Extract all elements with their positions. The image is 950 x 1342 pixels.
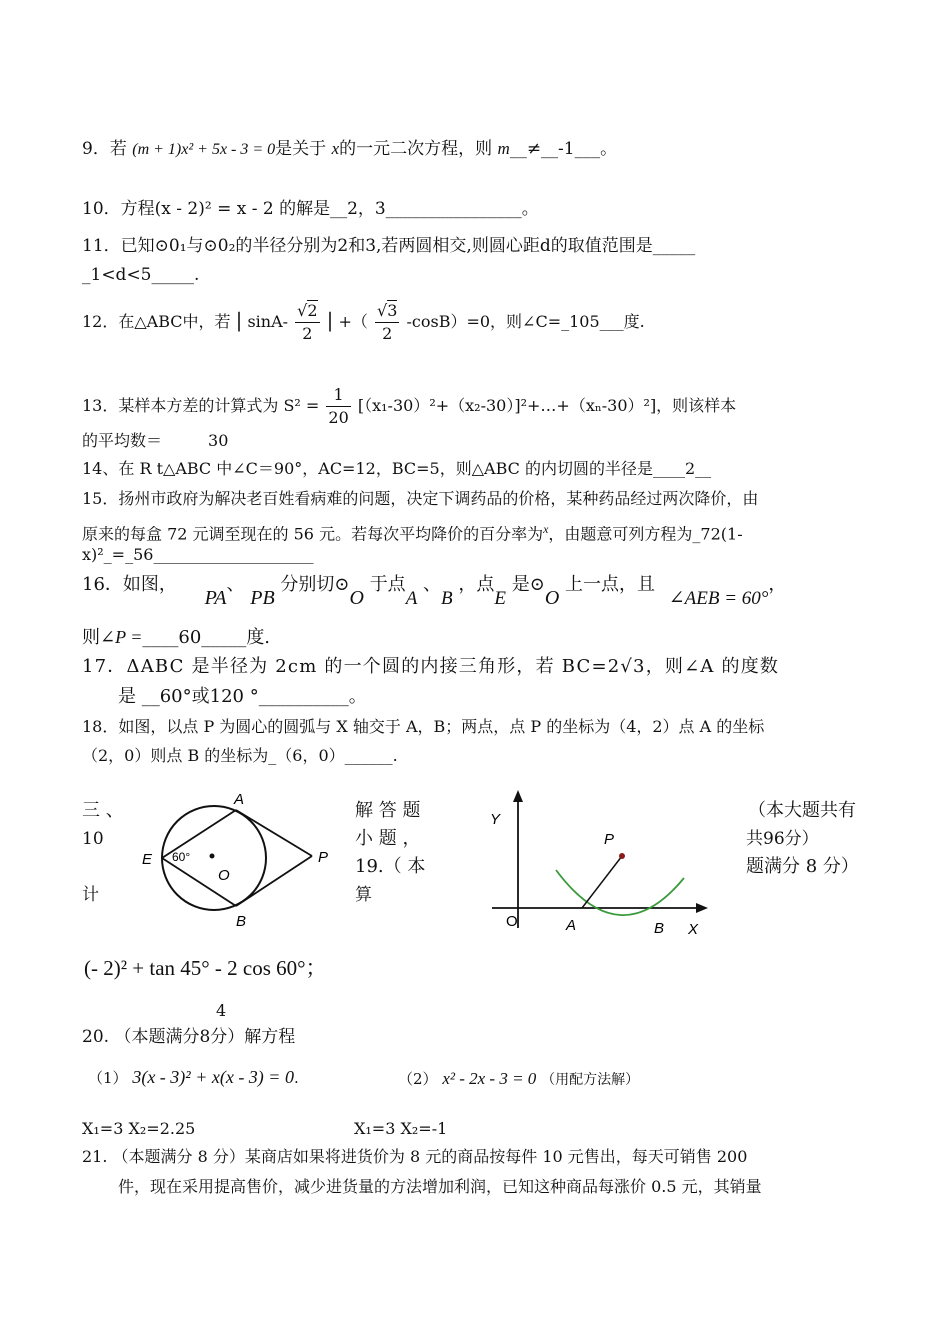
question-18-line2: （2，0）则点 B 的坐标为_（6，0）______. <box>82 746 398 765</box>
question-9: 9．若 (m + 1)x² + 5x - 3 = 0是关于 x的一元二次方程，则 m__≠__-1___。 <box>82 139 618 159</box>
section3-e: 小 题 ， <box>355 828 421 849</box>
point-p <box>619 853 625 859</box>
fraction-root3-over-2: $\frac{√3}{2}$ <box>377 301 398 343</box>
question-12: 12．在△ABC中，若 | sinA- $\frac{√2}{2}$ | +（ $\frac{√3}{2}$ -cosB）=0，则∠C=_105___度. <box>82 301 645 343</box>
question-21-line1: 21. （本题满分 8 分）某商店如果将进货价为 8 元的商品按每件 10 元售出，每天可销售 200 <box>82 1147 748 1166</box>
fraction-1-over-20: $\frac{1}{20}$ <box>328 385 349 427</box>
label-a: A <box>234 791 245 808</box>
question-17-line1: 17．ΔABC 是半径为 2cm 的一个圆的内接三角形，若 BC=2√3，则∠A 的度数 <box>82 656 780 677</box>
question-20-part1: （1） 3(x - 3)² + x(x - 3) = 0. <box>88 1067 299 1087</box>
label-angle: 60° <box>172 850 191 864</box>
section3-d: 解 答 题 <box>355 800 421 821</box>
question-20-answer2: X₁=3 X₂=-1 <box>354 1119 448 1138</box>
label-b2: B <box>654 920 665 937</box>
question-16-line2: 则∠P =____60_____度. <box>82 627 271 648</box>
question-16: 16．如图， PA、 PB 分别切⊙O 于点A 、B ，点E 是⊙O 上一点，且 ∠AEB = 60°， <box>82 574 787 609</box>
question-13: 13．某样本方差的计算式为 S² = $\frac{1}{20}$ [（x₁-30）²+（x₂-30）]²+…+（xₙ-30）²]，则该样本 <box>82 385 737 427</box>
question-15-line3: x)²_=_56____________________ <box>82 545 314 564</box>
question-19-expression: (- 2)² + tan 45° - 2 cos 60°； <box>84 956 327 980</box>
section3-f: 19.（ 本 <box>355 856 426 877</box>
section3-a: 三 、 <box>82 800 124 821</box>
question-20-answer1: X₁=3 X₂=2.25 <box>82 1119 196 1138</box>
label-o2: O <box>506 913 518 930</box>
section3-b: 10 <box>82 829 104 849</box>
x-axis-arrow <box>696 903 708 913</box>
label-y: Y <box>490 811 501 828</box>
tangent-pa <box>236 810 312 856</box>
question-11-line2: _1<d<5_____. <box>82 265 200 285</box>
question-14: 14、在 R t△ABC 中∠C＝90°，AC=12，BC=5，则△ABC 的内切圆的半径是____2__ <box>82 459 712 478</box>
tangent-pb <box>236 856 312 906</box>
q9-equation: (m + 1)x² + 5x - 3 = 0 <box>132 141 276 158</box>
question-19-answer: 4 <box>216 1001 227 1020</box>
question-20-title: 20. （本题满分8分）解方程 <box>82 1027 296 1047</box>
question-13-line2: 的平均数＝ 30 <box>82 431 229 450</box>
y-axis-arrow <box>513 790 523 802</box>
question-15-line2: 原来的每盒 72 元调至现在的 56 元。若每次平均降价的百分率为$^x$，由题意可列方程为_72(1- <box>82 522 743 544</box>
section3-g: 算 <box>355 885 372 905</box>
radius-pa <box>582 856 622 908</box>
label-o: O <box>218 867 230 884</box>
section3-c: 计 <box>82 885 99 905</box>
section3-j: 题满分 8 分） <box>746 856 859 877</box>
section3-i: 共96分） <box>746 829 819 849</box>
question-17-line2: 是 __60°或120 °__________。 <box>118 686 367 707</box>
question-20-part2: （2） x² - 2x - 3 = 0 （用配方法解） <box>398 1069 640 1088</box>
question-11-line1: 11．已知⊙0₁与⊙0₂的半径分别为2和3,若两圆相交,则圆心距d的取值范围是_____ <box>82 236 696 256</box>
tangent-circle-figure <box>132 788 342 928</box>
question-21-line2: 件，现在采用提高售价，减少进货量的方法增加利润，已知这种商品每涨价 0.5 元，其销量 <box>118 1177 762 1196</box>
fraction-root2-over-2: $\frac{√2}{2}$ <box>297 301 318 343</box>
label-e: E <box>142 851 153 868</box>
question-10: 10．方程(x - 2)² = x - 2 的解是__2，3________________。 <box>82 199 539 219</box>
coordinate-arc-figure <box>478 788 718 948</box>
question-18-line1: 18．如图，以点 P 为圆心的圆弧与 X 轴交于 A，B；两点，点 P 的坐标为（4，2）点 A 的坐标 <box>82 717 765 736</box>
label-a2: A <box>566 917 577 934</box>
center-dot <box>210 854 215 859</box>
section3-h: （本大题共有 <box>748 800 856 821</box>
question-15-line1: 15．扬州市政府为解决老百姓看病难的问题，决定下调药品的价格，某种药品经过两次降价，由 <box>82 489 759 508</box>
label-p2: P <box>604 831 615 848</box>
label-x: X <box>688 921 699 938</box>
label-b: B <box>236 913 247 928</box>
label-p: P <box>318 849 329 866</box>
